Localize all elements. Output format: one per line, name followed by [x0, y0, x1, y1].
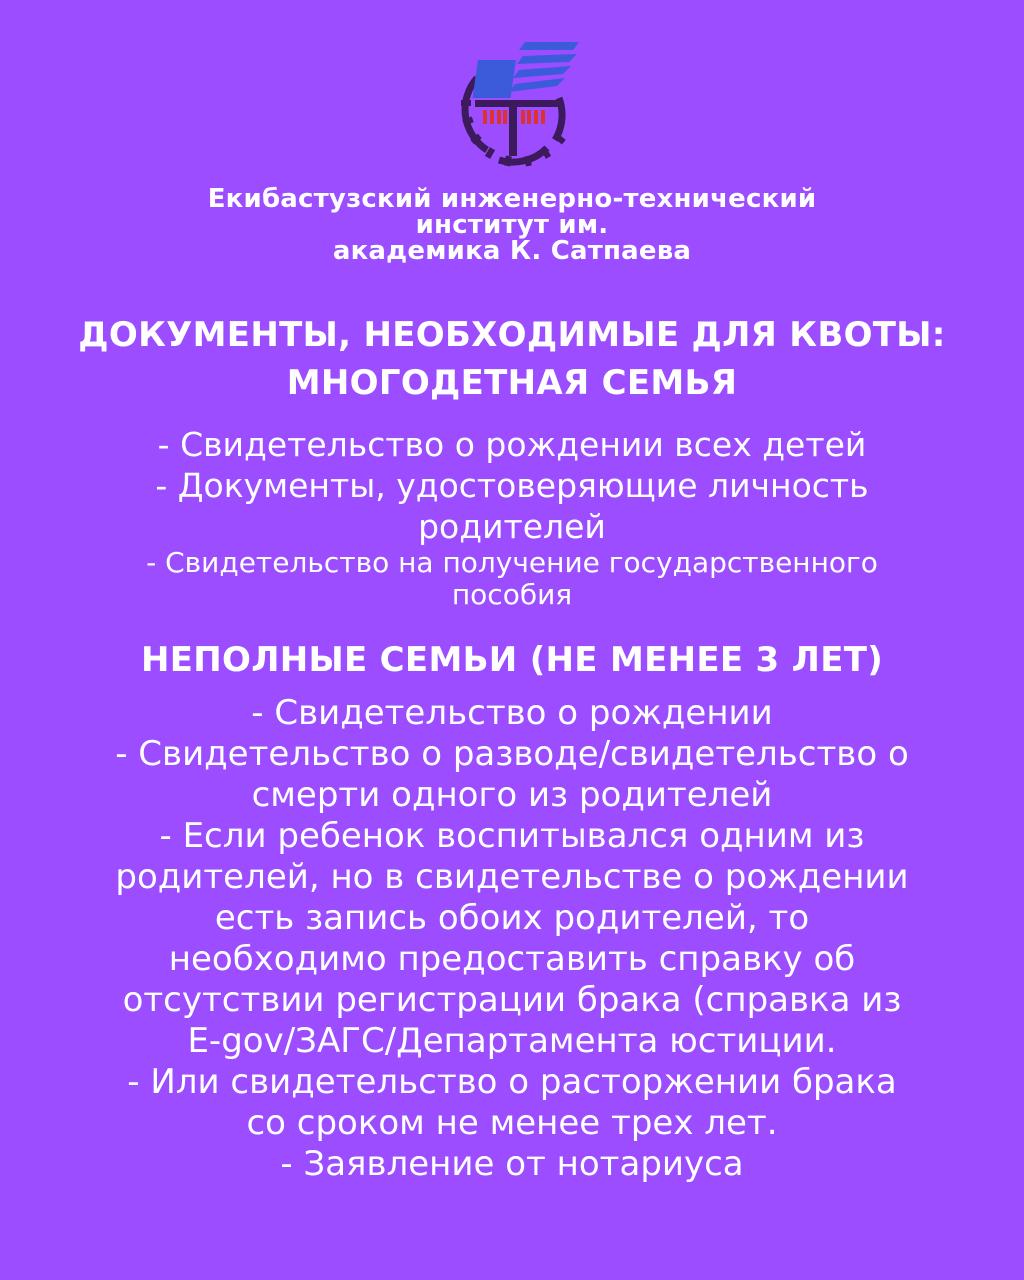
list-item: отсутствии регистрации брака (справка из — [122, 980, 902, 1020]
institute-name — [0, 186, 1024, 264]
section2-list — [20, 693, 1004, 1185]
list-item: пособия — [451, 578, 573, 611]
list-item: - Заявление от нотариуса — [280, 1144, 744, 1184]
list-item: - Свидетельство о рождении — [251, 693, 773, 733]
list-item: родителей, но в свидетельстве о рождении — [115, 857, 909, 897]
list-item: со сроком не менее трех лет. — [246, 1103, 778, 1143]
institute-emblem-icon — [447, 38, 582, 173]
section1-title-line-1: ДОКУМЕНТЫ, НЕОБХОДИМЫЕ ДЛЯ КВОТЫ: — [78, 315, 946, 355]
list-item: родителей — [418, 507, 606, 546]
list-item: - Документы, удостоверяющие личность — [155, 466, 869, 505]
list-item: смерти одного из родителей — [251, 775, 773, 815]
list-item: - Свидетельство на получение государственного — [146, 546, 878, 579]
list-item: - Если ребенок воспитывался одним из — [159, 816, 865, 856]
list-item: есть запись обоих родителей, то — [214, 898, 810, 938]
list-item: необходимо предоставить справку об — [168, 939, 856, 979]
section2-heading: НЕПОЛНЫЕ СЕМЬИ (НЕ МЕНЕЕ 3 ЛЕТ) — [140, 640, 884, 680]
list-item: - Или свидетельство о расторжении брака — [127, 1062, 897, 1102]
institute-line-3: академика К. Сатпаева — [332, 236, 692, 266]
institute-line-2: институт им. — [415, 210, 609, 240]
list-item: - Свидетельство о разводе/свидетельство о — [115, 734, 909, 774]
list-item: E-gov/ЗАГС/Департамента юстиции. — [187, 1021, 837, 1061]
list-item: - Свидетельство о рождении всех детей — [157, 425, 867, 464]
section1-heading — [0, 311, 1024, 407]
institute-line-1: Екибастузский инженерно-технический — [207, 184, 817, 214]
section1-list — [20, 424, 1004, 611]
section1-title-line-2: МНОГОДЕТНАЯ СЕМЬЯ — [286, 363, 738, 403]
